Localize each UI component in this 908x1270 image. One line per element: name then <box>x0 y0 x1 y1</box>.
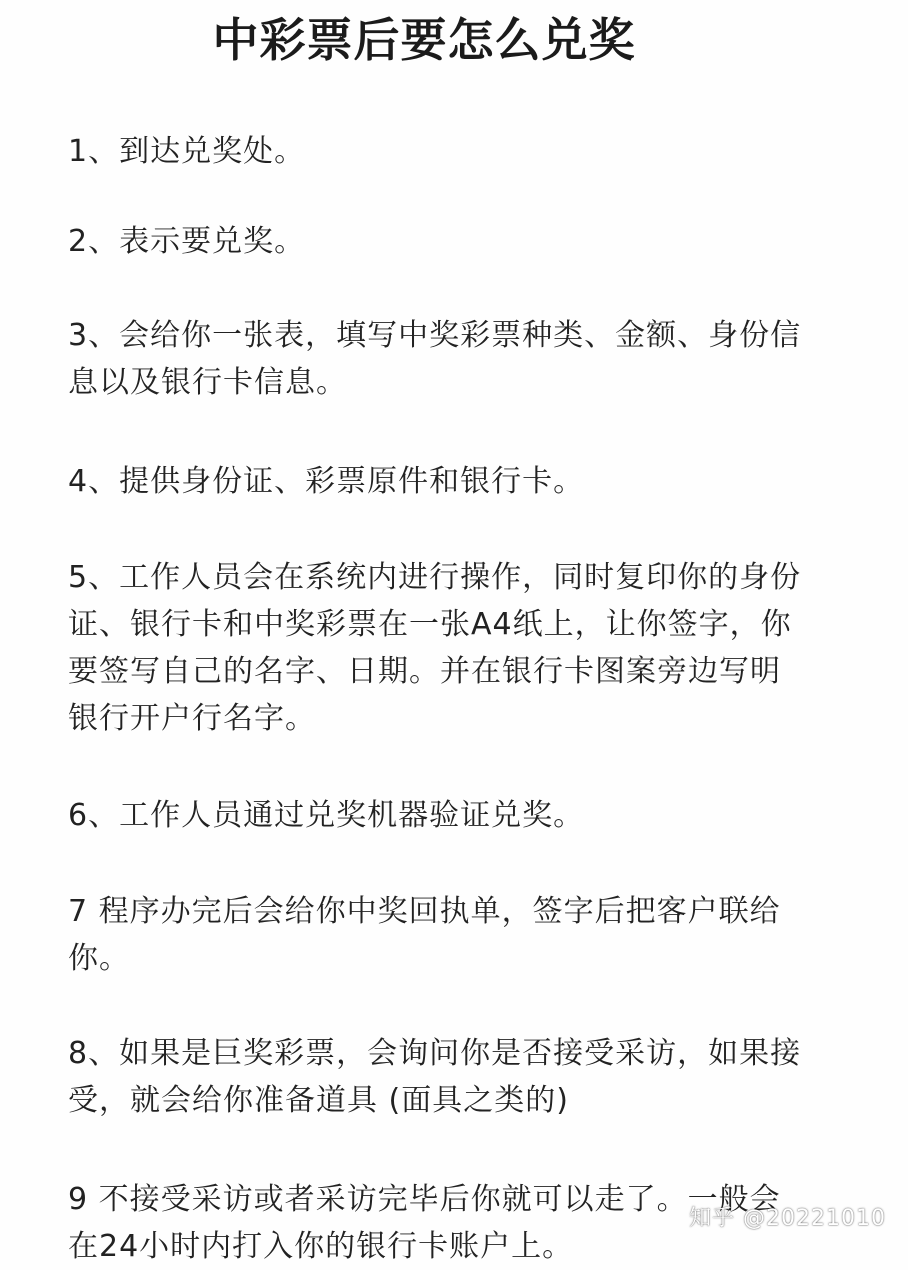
list-item-line: 1、到达兑奖处。 <box>68 134 306 169</box>
list-item <box>68 218 858 265</box>
list-item <box>68 458 858 505</box>
list-item-line: 9 不接受采访或者采访完毕后你就可以走了。一般会 <box>68 1182 781 1217</box>
list-item <box>68 888 858 982</box>
list-item <box>68 792 858 839</box>
list-item <box>68 554 858 742</box>
list-item-line: 5、工作人员会在系统内进行操作，同时复印你的身份 <box>68 560 802 595</box>
list-item <box>68 1030 858 1124</box>
list-item-line: 6、工作人员通过兑奖机器验证兑奖。 <box>68 798 585 833</box>
list-item-line: 受，就会给你准备道具 (面具之类的) <box>68 1083 569 1118</box>
list-item <box>68 312 858 406</box>
list-item-line: 8、如果是巨奖彩票，会询问你是否接受采访，如果接 <box>68 1036 802 1071</box>
list-item-line: 银行开户行名字。 <box>68 701 316 736</box>
page-title: 中彩票后要怎么兑奖 <box>212 13 636 67</box>
list-item-line: 你。 <box>68 941 130 976</box>
list-item <box>68 128 858 175</box>
list-item-line: 4、提供身份证、彩票原件和银行卡。 <box>68 464 585 499</box>
watermark: 知乎 @20221010 <box>689 1206 886 1231</box>
list-item-line: 息以及银行卡信息。 <box>68 365 347 400</box>
list-item-line: 2、表示要兑奖。 <box>68 224 306 259</box>
list-item-line: 要签写自己的名字、日期。并在银行卡图案旁边写明 <box>68 654 781 689</box>
list-item-line: 3、会给你一张表，填写中奖彩票种类、金额、身份信 <box>68 318 802 353</box>
list-item-line: 证、银行卡和中奖彩票在一张A4纸上，让你签字，你 <box>68 607 792 642</box>
list-item-line: 7 程序办完后会给你中奖回执单，签字后把客户联给 <box>68 894 781 929</box>
list-item-line: 在24小时内打入你的银行卡账户上。 <box>68 1229 574 1264</box>
